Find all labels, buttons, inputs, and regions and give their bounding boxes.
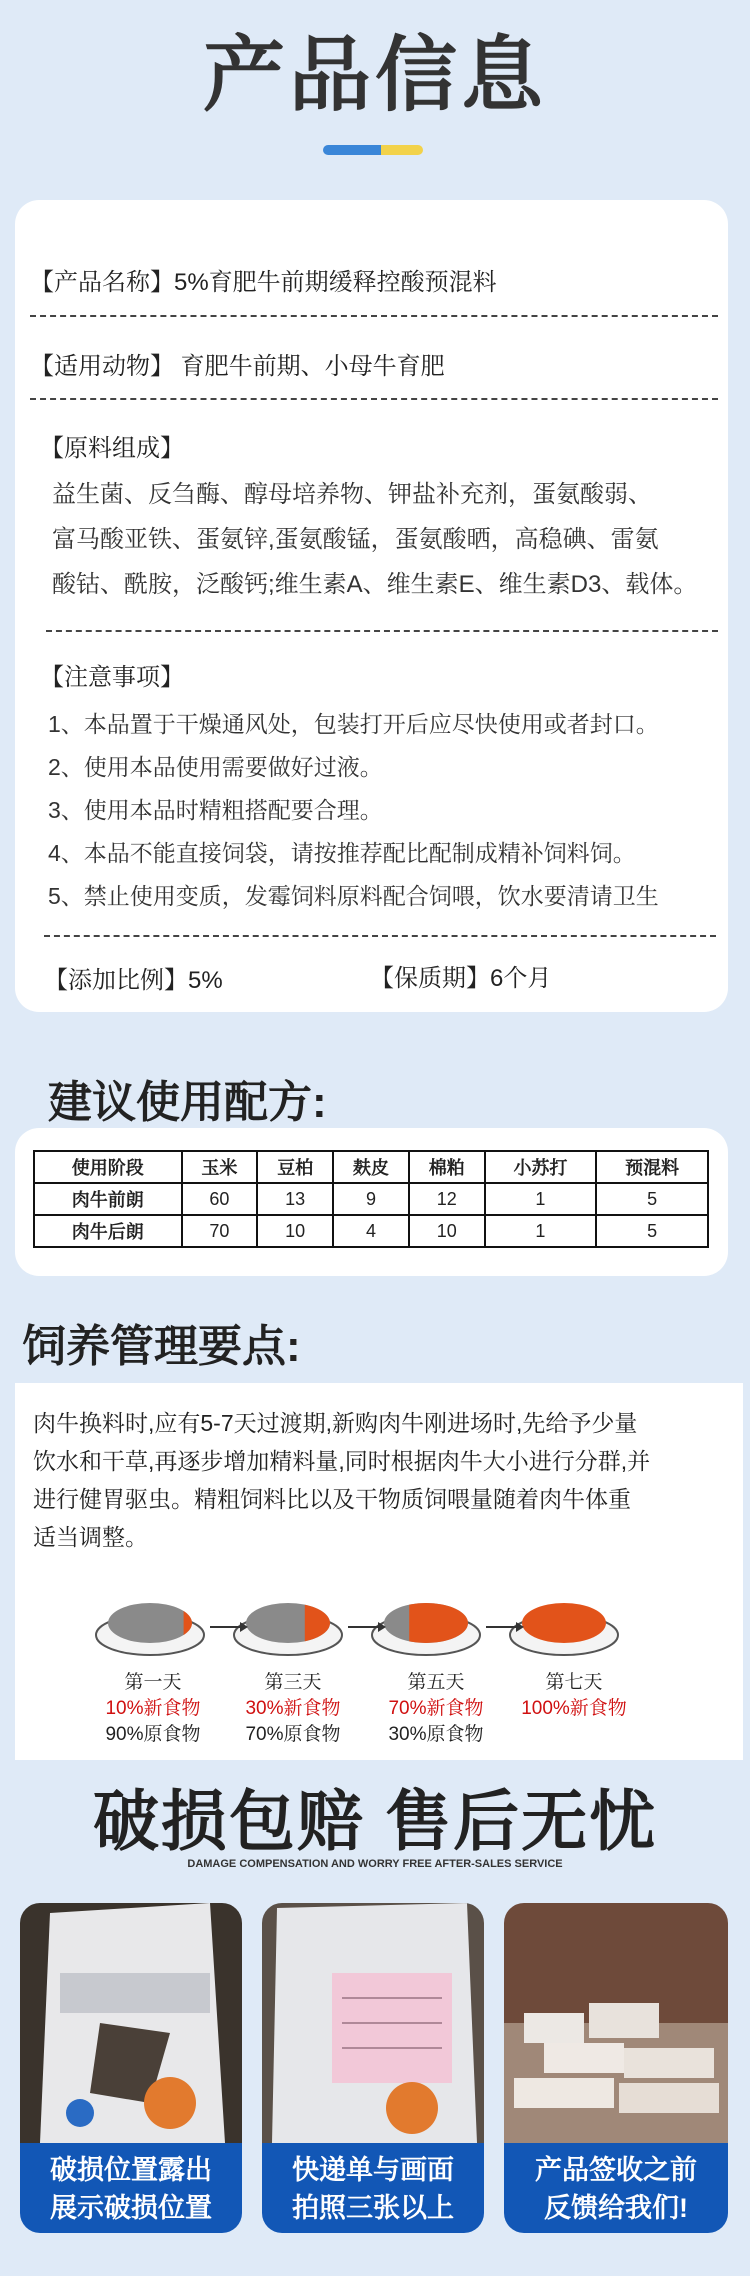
- step-day: 第七天: [545, 1672, 603, 1693]
- table-header-cell: 小苏打: [485, 1151, 597, 1183]
- photo-caption: [504, 2143, 728, 2233]
- shelf-life-label: 【保质期】: [370, 965, 490, 992]
- table-row: [34, 1215, 708, 1247]
- table-cell: 肉牛后朗: [34, 1215, 182, 1247]
- ratio-row: [44, 960, 223, 995]
- ingredients-label: 【原料组成】: [40, 435, 184, 462]
- photo-caption: [262, 2143, 484, 2233]
- step-label: [371, 1670, 501, 1748]
- caption-line: 破损位置露出: [50, 2155, 212, 2185]
- product-name-value: 5%育肥牛前期缓释控酸预混料: [174, 269, 497, 296]
- divider: [44, 935, 716, 937]
- warehouse-stack-photo: [504, 1903, 728, 2143]
- page-title: 产品信息: [202, 30, 547, 121]
- table-cell: 12: [409, 1183, 485, 1215]
- notes-list: [48, 703, 728, 918]
- divider: [46, 630, 718, 632]
- feed-dish-icon: [96, 1603, 204, 1655]
- ratio-label: 【添加比例】: [44, 967, 188, 994]
- step-new-food: 30%新食物: [245, 1698, 341, 1719]
- table-header-cell: 棉粕: [409, 1151, 485, 1183]
- step-label: [509, 1670, 639, 1722]
- table-cell: 10: [409, 1215, 485, 1247]
- ratio-value: 5%: [188, 967, 223, 994]
- step-day: 第三天: [264, 1672, 322, 1693]
- guarantee-subtitle: DAMAGE COMPENSATION AND WORRY FREE AFTER-SALES SERVICE: [187, 1858, 563, 1870]
- photo-caption: [20, 2143, 242, 2233]
- step-old-food: 70%原食物: [245, 1724, 341, 1745]
- ingredients-line: 富马酸亚铁、蛋氨锌,蛋氨酸锰，蛋氨酸晒，高稳碘、雷氨: [52, 526, 659, 553]
- step-new-food: 10%新食物: [105, 1698, 201, 1719]
- step-label: [88, 1670, 218, 1748]
- table-cell: 1: [485, 1183, 597, 1215]
- feeding-line: 肉牛换料时,应有5-7天过渡期,新购肉牛刚进场时,先给予少量: [33, 1410, 638, 1436]
- table-header-row: [34, 1151, 708, 1183]
- table-header-cell: 使用阶段: [34, 1151, 182, 1183]
- table-cell: 70: [182, 1215, 258, 1247]
- shelf-life-row: [370, 958, 551, 993]
- table-cell: 60: [182, 1183, 258, 1215]
- table-cell: 5: [596, 1215, 708, 1247]
- ingredients-line: 酸钴、酰胺，泛酸钙;维生素A、维生素E、维生素D3、载体。: [52, 571, 698, 598]
- step-old-food: 90%原食物: [105, 1724, 201, 1745]
- caption-line: 拍照三张以上: [292, 2193, 454, 2223]
- feed-dish-icon: [372, 1603, 480, 1655]
- arrow-icon: [348, 1622, 386, 1632]
- step-day: 第一天: [124, 1672, 182, 1693]
- ingredients-text: [52, 472, 732, 607]
- damaged-bag-photo: [20, 1903, 242, 2143]
- note-item: 2、使用本品使用需要做好过液。: [48, 754, 383, 780]
- note-item: 5、禁止使用变质，发霉饲料原料配合饲喂，饮水要清请卫生: [48, 883, 659, 909]
- feeding-line: 进行健胃驱虫。精粗饲料比以及干物质饲喂量随着肉牛体重: [33, 1486, 631, 1512]
- arrow-icon: [210, 1622, 248, 1632]
- table-row: [34, 1183, 708, 1215]
- caption-line: 反馈给我们!: [544, 2193, 688, 2223]
- step-new-food: 100%新食物: [521, 1698, 627, 1719]
- feeding-heading: 饲养管理要点:: [22, 1322, 301, 1371]
- shelf-life-value: 6个月: [490, 965, 552, 992]
- table-cell: 9: [333, 1183, 409, 1215]
- title-underline: [323, 145, 423, 155]
- table-cell: 4: [333, 1215, 409, 1247]
- note-item: 1、本品置于干燥通风处，包装打开后应尽快使用或者封口。: [48, 711, 659, 737]
- guarantee-title: 破损包赔 售后无忧: [92, 1784, 658, 1858]
- table-header-cell: 玉米: [182, 1151, 258, 1183]
- product-name-label: 【产品名称】: [30, 269, 174, 296]
- table-cell: 1: [485, 1215, 597, 1247]
- recipe-heading: 建议使用配方:: [48, 1078, 327, 1127]
- caption-line: 快递单与画面: [292, 2155, 454, 2185]
- caption-line: 展示破损位置: [50, 2193, 212, 2223]
- feed-transition-diagram: [90, 1585, 650, 1665]
- step-label: [228, 1670, 358, 1748]
- animal-value: 育肥牛前期、小母牛育肥: [180, 353, 445, 380]
- photo-card-waybill: [262, 1903, 484, 2233]
- ingredients-line: 益生菌、反刍酶、醇母培养物、钾盐补充剂，蛋氨酸弱、: [52, 481, 652, 508]
- animal-label: 【适用动物】: [30, 353, 174, 380]
- photo-card-damage: [20, 1903, 242, 2233]
- feed-dish-icon: [234, 1603, 342, 1655]
- feed-dish-icon: [510, 1603, 618, 1655]
- animal-row: [30, 346, 445, 381]
- step-day: 第五天: [407, 1672, 465, 1693]
- photo-card-warehouse: [504, 1903, 728, 2233]
- table-cell: 10: [257, 1215, 333, 1247]
- divider: [30, 398, 718, 400]
- note-item: 3、使用本品时精粗搭配要合理。: [48, 797, 383, 823]
- notes-label: 【注意事项】: [40, 664, 184, 691]
- feeding-line: 饮水和干草,再逐步增加精料量,同时根据肉牛大小进行分群,并: [33, 1448, 651, 1474]
- table-cell: 5: [596, 1183, 708, 1215]
- table-header-cell: 麸皮: [333, 1151, 409, 1183]
- table-cell: 13: [257, 1183, 333, 1215]
- note-item: 4、本品不能直接饲袋，请按推荐配比配制成精补饲料饲。: [48, 840, 636, 866]
- divider: [30, 315, 718, 317]
- product-name-row: [30, 262, 497, 297]
- feeding-text: [33, 1404, 745, 1556]
- step-new-food: 70%新食物: [388, 1698, 484, 1719]
- recipe-table: [33, 1150, 709, 1248]
- waybill-bag-photo: [262, 1903, 484, 2143]
- caption-line: 产品签收之前: [535, 2155, 697, 2185]
- step-old-food: 30%原食物: [388, 1724, 484, 1745]
- arrow-icon: [486, 1622, 524, 1632]
- table-header-cell: 豆柏: [257, 1151, 333, 1183]
- table-cell: 肉牛前朗: [34, 1183, 182, 1215]
- table-header-cell: 预混料: [596, 1151, 708, 1183]
- feeding-line: 适当调整。: [33, 1524, 148, 1550]
